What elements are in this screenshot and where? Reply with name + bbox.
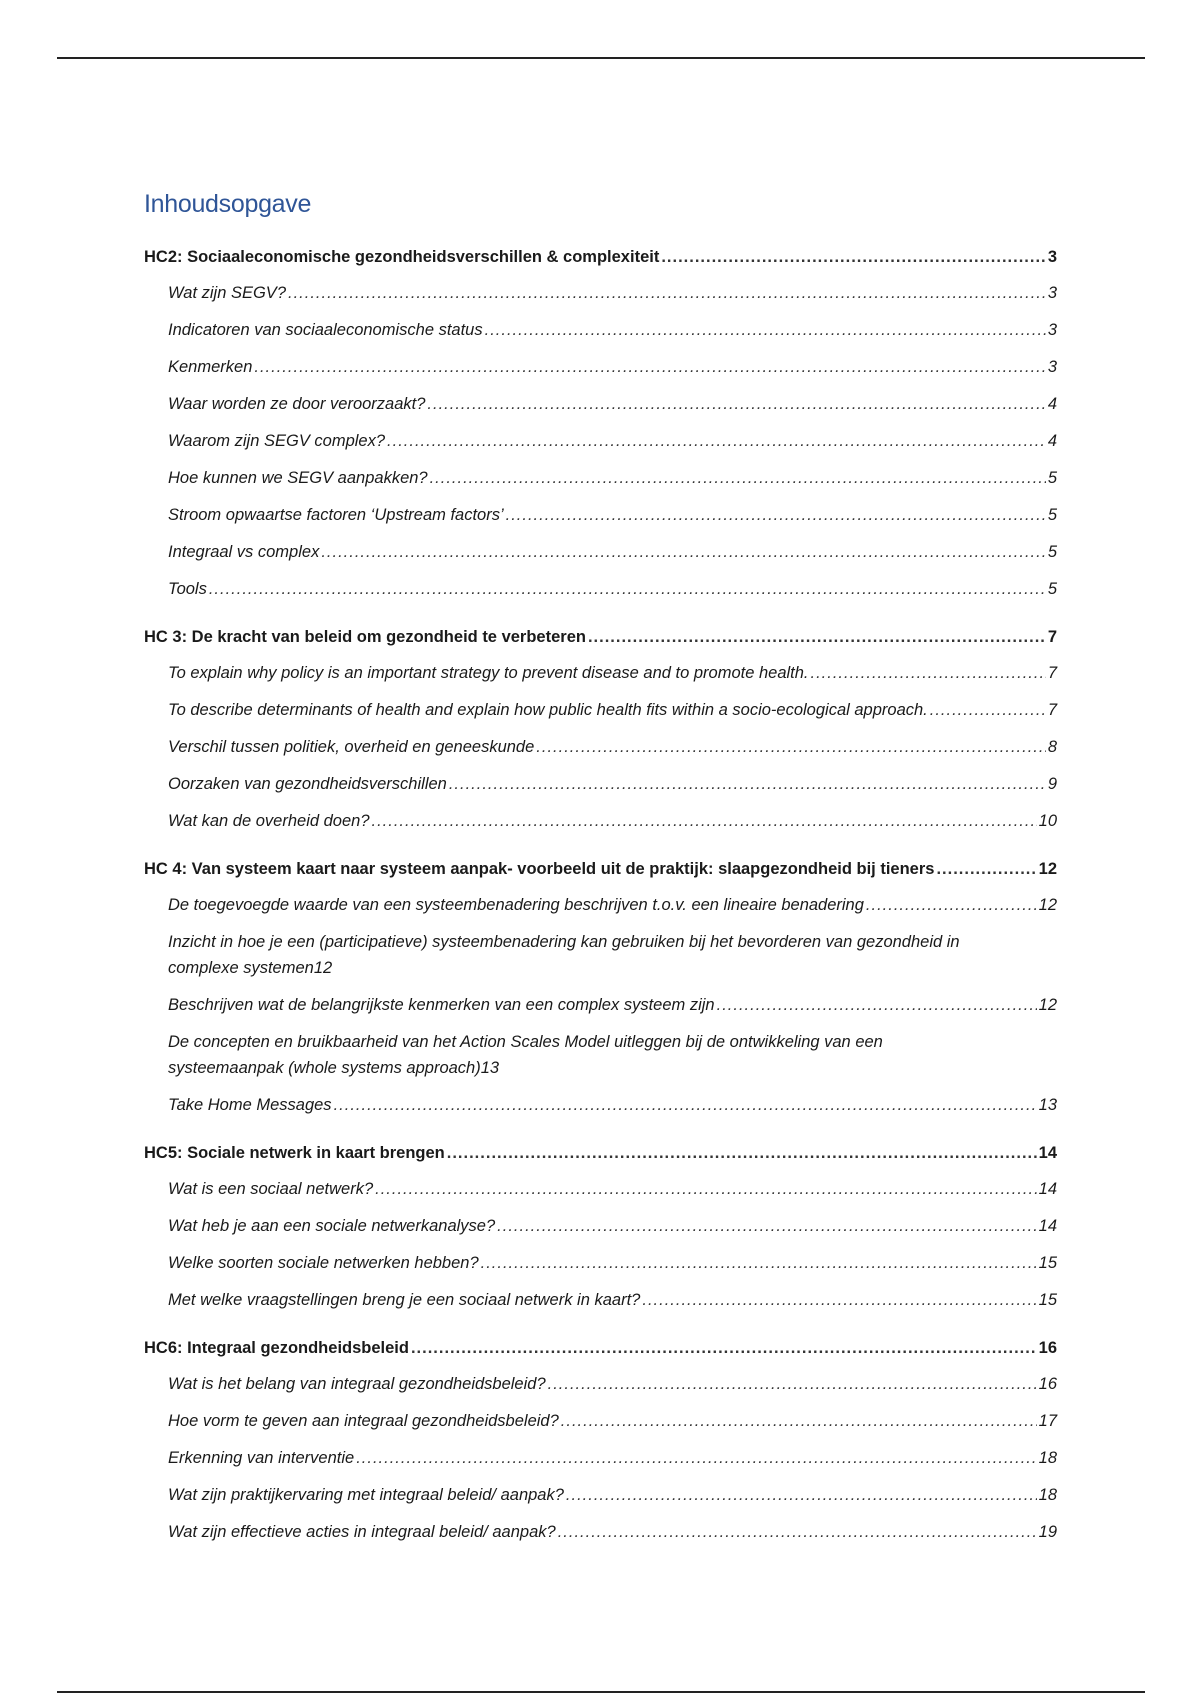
toc-page-number: 3 xyxy=(1047,321,1057,339)
toc-section-title: HC 4: Van systeem kaart naar systeem aanpak- voorbeeld uit de praktijk: slaapgezondheid bij tieners xyxy=(144,860,935,878)
toc-page-number: 7 xyxy=(1047,664,1057,682)
toc-page-number: 17 xyxy=(1038,1412,1057,1430)
toc-page-number: 5 xyxy=(1047,506,1057,524)
toc-page-number: 5 xyxy=(1047,580,1057,598)
toc-item[interactable] xyxy=(168,317,1057,343)
toc-item[interactable] xyxy=(168,502,1057,528)
toc-page-number: 3 xyxy=(1047,284,1057,302)
toc-item[interactable] xyxy=(168,428,1057,454)
toc-item[interactable] xyxy=(168,1287,1057,1313)
toc-item[interactable] xyxy=(168,697,1057,723)
toc-section-hc3[interactable] xyxy=(144,624,1057,650)
toc-item[interactable] xyxy=(168,1176,1057,1202)
dot-leader xyxy=(506,502,1046,528)
toc-item[interactable] xyxy=(168,1519,1057,1545)
dot-leader xyxy=(427,391,1045,417)
toc-section-title: HC2: Sociaaleconomische gezondheidsverschillen & complexiteit xyxy=(144,248,660,266)
toc-item-title: Integraal vs complex xyxy=(168,543,320,561)
toc-item[interactable] xyxy=(168,1482,1057,1508)
toc-page-number: 15 xyxy=(1038,1291,1057,1309)
dot-leader xyxy=(642,1287,1036,1313)
toc-item-title: Oorzaken van gezondheidsverschillen xyxy=(168,775,447,793)
dot-leader xyxy=(485,317,1046,343)
toc-item[interactable] xyxy=(168,771,1057,797)
toc-item[interactable] xyxy=(168,280,1057,306)
toc-item[interactable] xyxy=(168,1445,1057,1471)
toc-page-number: 5 xyxy=(1047,469,1057,487)
toc-item-title: Hoe kunnen we SEGV aanpakken? xyxy=(168,469,428,487)
toc-item-title: Wat is het belang van integraal gezondheidsbeleid? xyxy=(168,1375,546,1393)
dot-leader xyxy=(866,892,1037,918)
toc-item[interactable] xyxy=(168,1408,1057,1434)
toc-page-number: 19 xyxy=(1038,1523,1057,1541)
toc-page-number: 14 xyxy=(1038,1144,1057,1162)
dot-leader xyxy=(447,1140,1037,1166)
toc-item[interactable] xyxy=(168,734,1057,760)
dot-leader xyxy=(375,1176,1037,1202)
dot-leader xyxy=(588,624,1046,650)
toc-item-title: Stroom opwaartse factoren ‘Upstream factors’ xyxy=(168,506,504,524)
toc-title: Inhoudsopgave xyxy=(144,190,312,218)
toc-item-title: Met welke vraagstellingen breng je een sociaal netwerk in kaart? xyxy=(168,1291,641,1309)
toc-item-title: Wat is een sociaal netwerk? xyxy=(168,1180,374,1198)
toc-item-title: Take Home Messages xyxy=(168,1096,332,1114)
toc-section-hc4[interactable] xyxy=(144,856,1057,882)
toc-page-number: 12 xyxy=(1038,860,1057,878)
toc-page-number: 4 xyxy=(1047,395,1057,413)
toc-section-hc5[interactable] xyxy=(144,1140,1057,1166)
toc-page-number: 7 xyxy=(1047,701,1057,719)
dot-leader xyxy=(321,539,1045,565)
toc-page-number: 8 xyxy=(1047,738,1057,756)
dot-leader xyxy=(548,1371,1037,1397)
toc-item-title: Kenmerken xyxy=(168,358,253,376)
toc-item[interactable] xyxy=(168,391,1057,417)
toc-item-title-continued: complexe systemen xyxy=(168,959,314,977)
toc-page-number: 13 xyxy=(1038,1096,1057,1114)
dot-leader xyxy=(356,1445,1036,1471)
toc-section-hc6[interactable] xyxy=(144,1335,1057,1361)
toc-item[interactable] xyxy=(168,1213,1057,1239)
dot-leader xyxy=(387,428,1046,454)
dot-leader xyxy=(449,771,1046,797)
toc-item[interactable] xyxy=(168,539,1057,565)
toc-item[interactable] xyxy=(168,1092,1057,1118)
toc-page-number: 5 xyxy=(1047,543,1057,561)
dot-leader xyxy=(558,1519,1037,1545)
dot-leader xyxy=(566,1482,1037,1508)
toc-item-title: Beschrijven wat de belangrijkste kenmerken van een complex systeem zijn xyxy=(168,996,715,1014)
toc-item-title: Wat zijn SEGV? xyxy=(168,284,286,302)
toc-item-title: Erkenning van interventie xyxy=(168,1449,355,1467)
toc-section-title: HC5: Sociale netwerk in kaart brengen xyxy=(144,1144,445,1162)
dot-leader xyxy=(936,856,1036,882)
toc-page-number: 12 xyxy=(1038,896,1057,914)
toc-page-number: 18 xyxy=(1038,1486,1057,1504)
toc-item-title: Wat heb je aan een sociale netwerkanalyse? xyxy=(168,1217,496,1235)
toc-item[interactable] xyxy=(168,929,1057,981)
table-of-contents xyxy=(144,190,1057,1556)
header-rule xyxy=(57,57,1145,59)
toc-item[interactable] xyxy=(168,660,1057,686)
toc-item[interactable] xyxy=(168,1250,1057,1276)
toc-item[interactable] xyxy=(168,354,1057,380)
toc-page-number: 10 xyxy=(1038,812,1057,830)
toc-item[interactable] xyxy=(168,1029,1057,1081)
dot-leader xyxy=(811,660,1046,686)
toc-item-title: De concepten en bruikbaarheid van het Action Scales Model uitleggen bij de ontwikkeling van een xyxy=(168,1033,883,1051)
toc-page-number: 3 xyxy=(1047,248,1057,266)
toc-item-title: To describe determinants of health and explain how public health fits within a socio-ecological approach. xyxy=(168,701,928,719)
toc-item-title: Wat kan de overheid doen? xyxy=(168,812,370,830)
toc-page-number: 9 xyxy=(1047,775,1057,793)
toc-page-number: 18 xyxy=(1038,1449,1057,1467)
toc-item-title: Inzicht in hoe je een (participatieve) systeembenadering kan gebruiken bij het bevorderen van gezondheid in xyxy=(168,933,960,951)
dot-leader xyxy=(930,697,1046,723)
dot-leader xyxy=(411,1335,1037,1361)
dot-leader xyxy=(254,354,1045,380)
dot-leader xyxy=(661,244,1045,270)
dot-leader xyxy=(430,465,1046,491)
toc-item-title: Wat zijn effectieve acties in integraal beleid/ aanpak? xyxy=(168,1523,556,1541)
toc-item-title: To explain why policy is an important strategy to prevent disease and to promote health. xyxy=(168,664,809,682)
footer-rule xyxy=(57,1691,1145,1693)
toc-section-hc2[interactable] xyxy=(144,244,1057,270)
toc-item-title: Hoe vorm te geven aan integraal gezondheidsbeleid? xyxy=(168,1412,559,1430)
toc-page-number: 16 xyxy=(1038,1339,1057,1357)
toc-item-title: Tools xyxy=(168,580,207,598)
toc-page-number: 12 xyxy=(1038,996,1057,1014)
toc-item-title: Verschil tussen politiek, overheid en geneeskunde xyxy=(168,738,535,756)
toc-item-title: De toegevoegde waarde van een systeembenadering beschrijven t.o.v. een lineaire benadering xyxy=(168,896,864,914)
toc-page-number: 13 xyxy=(480,1059,500,1077)
toc-page-number: 16 xyxy=(1038,1375,1057,1393)
toc-item[interactable] xyxy=(168,1371,1057,1397)
dot-leader xyxy=(536,734,1046,760)
toc-item[interactable] xyxy=(168,465,1057,491)
toc-item[interactable] xyxy=(168,808,1057,834)
toc-item-title: Welke soorten sociale netwerken hebben? xyxy=(168,1254,479,1272)
dot-leader xyxy=(481,1250,1037,1276)
toc-page-number: 12 xyxy=(313,959,333,977)
toc-item-title-continued: systeemaanpak (whole systems approach) xyxy=(168,1059,481,1077)
toc-page-number: 3 xyxy=(1047,358,1057,376)
dot-leader xyxy=(497,1213,1036,1239)
toc-item-title: Wat zijn praktijkervaring met integraal beleid/ aanpak? xyxy=(168,1486,564,1504)
toc-item-title: Waarom zijn SEGV complex? xyxy=(168,432,386,450)
dot-leader xyxy=(372,808,1037,834)
dot-leader xyxy=(717,992,1037,1018)
toc-item-title: Indicatoren van sociaaleconomische status xyxy=(168,321,483,339)
toc-section-title: HC 3: De kracht van beleid om gezondheid te verbeteren xyxy=(144,628,586,646)
toc-section-title: HC6: Integraal gezondheidsbeleid xyxy=(144,1339,409,1357)
toc-page-number: 15 xyxy=(1038,1254,1057,1272)
dot-leader xyxy=(561,1408,1037,1434)
dot-leader xyxy=(288,280,1046,306)
toc-item-title: Waar worden ze door veroorzaakt? xyxy=(168,395,426,413)
toc-page-number: 14 xyxy=(1038,1217,1057,1235)
toc-item[interactable] xyxy=(168,892,1057,918)
toc-item[interactable] xyxy=(168,576,1057,602)
dot-leader xyxy=(334,1092,1037,1118)
toc-page-number: 4 xyxy=(1047,432,1057,450)
toc-page-number: 14 xyxy=(1038,1180,1057,1198)
toc-page-number: 7 xyxy=(1047,628,1057,646)
toc-item[interactable] xyxy=(168,992,1057,1018)
dot-leader xyxy=(209,576,1046,602)
